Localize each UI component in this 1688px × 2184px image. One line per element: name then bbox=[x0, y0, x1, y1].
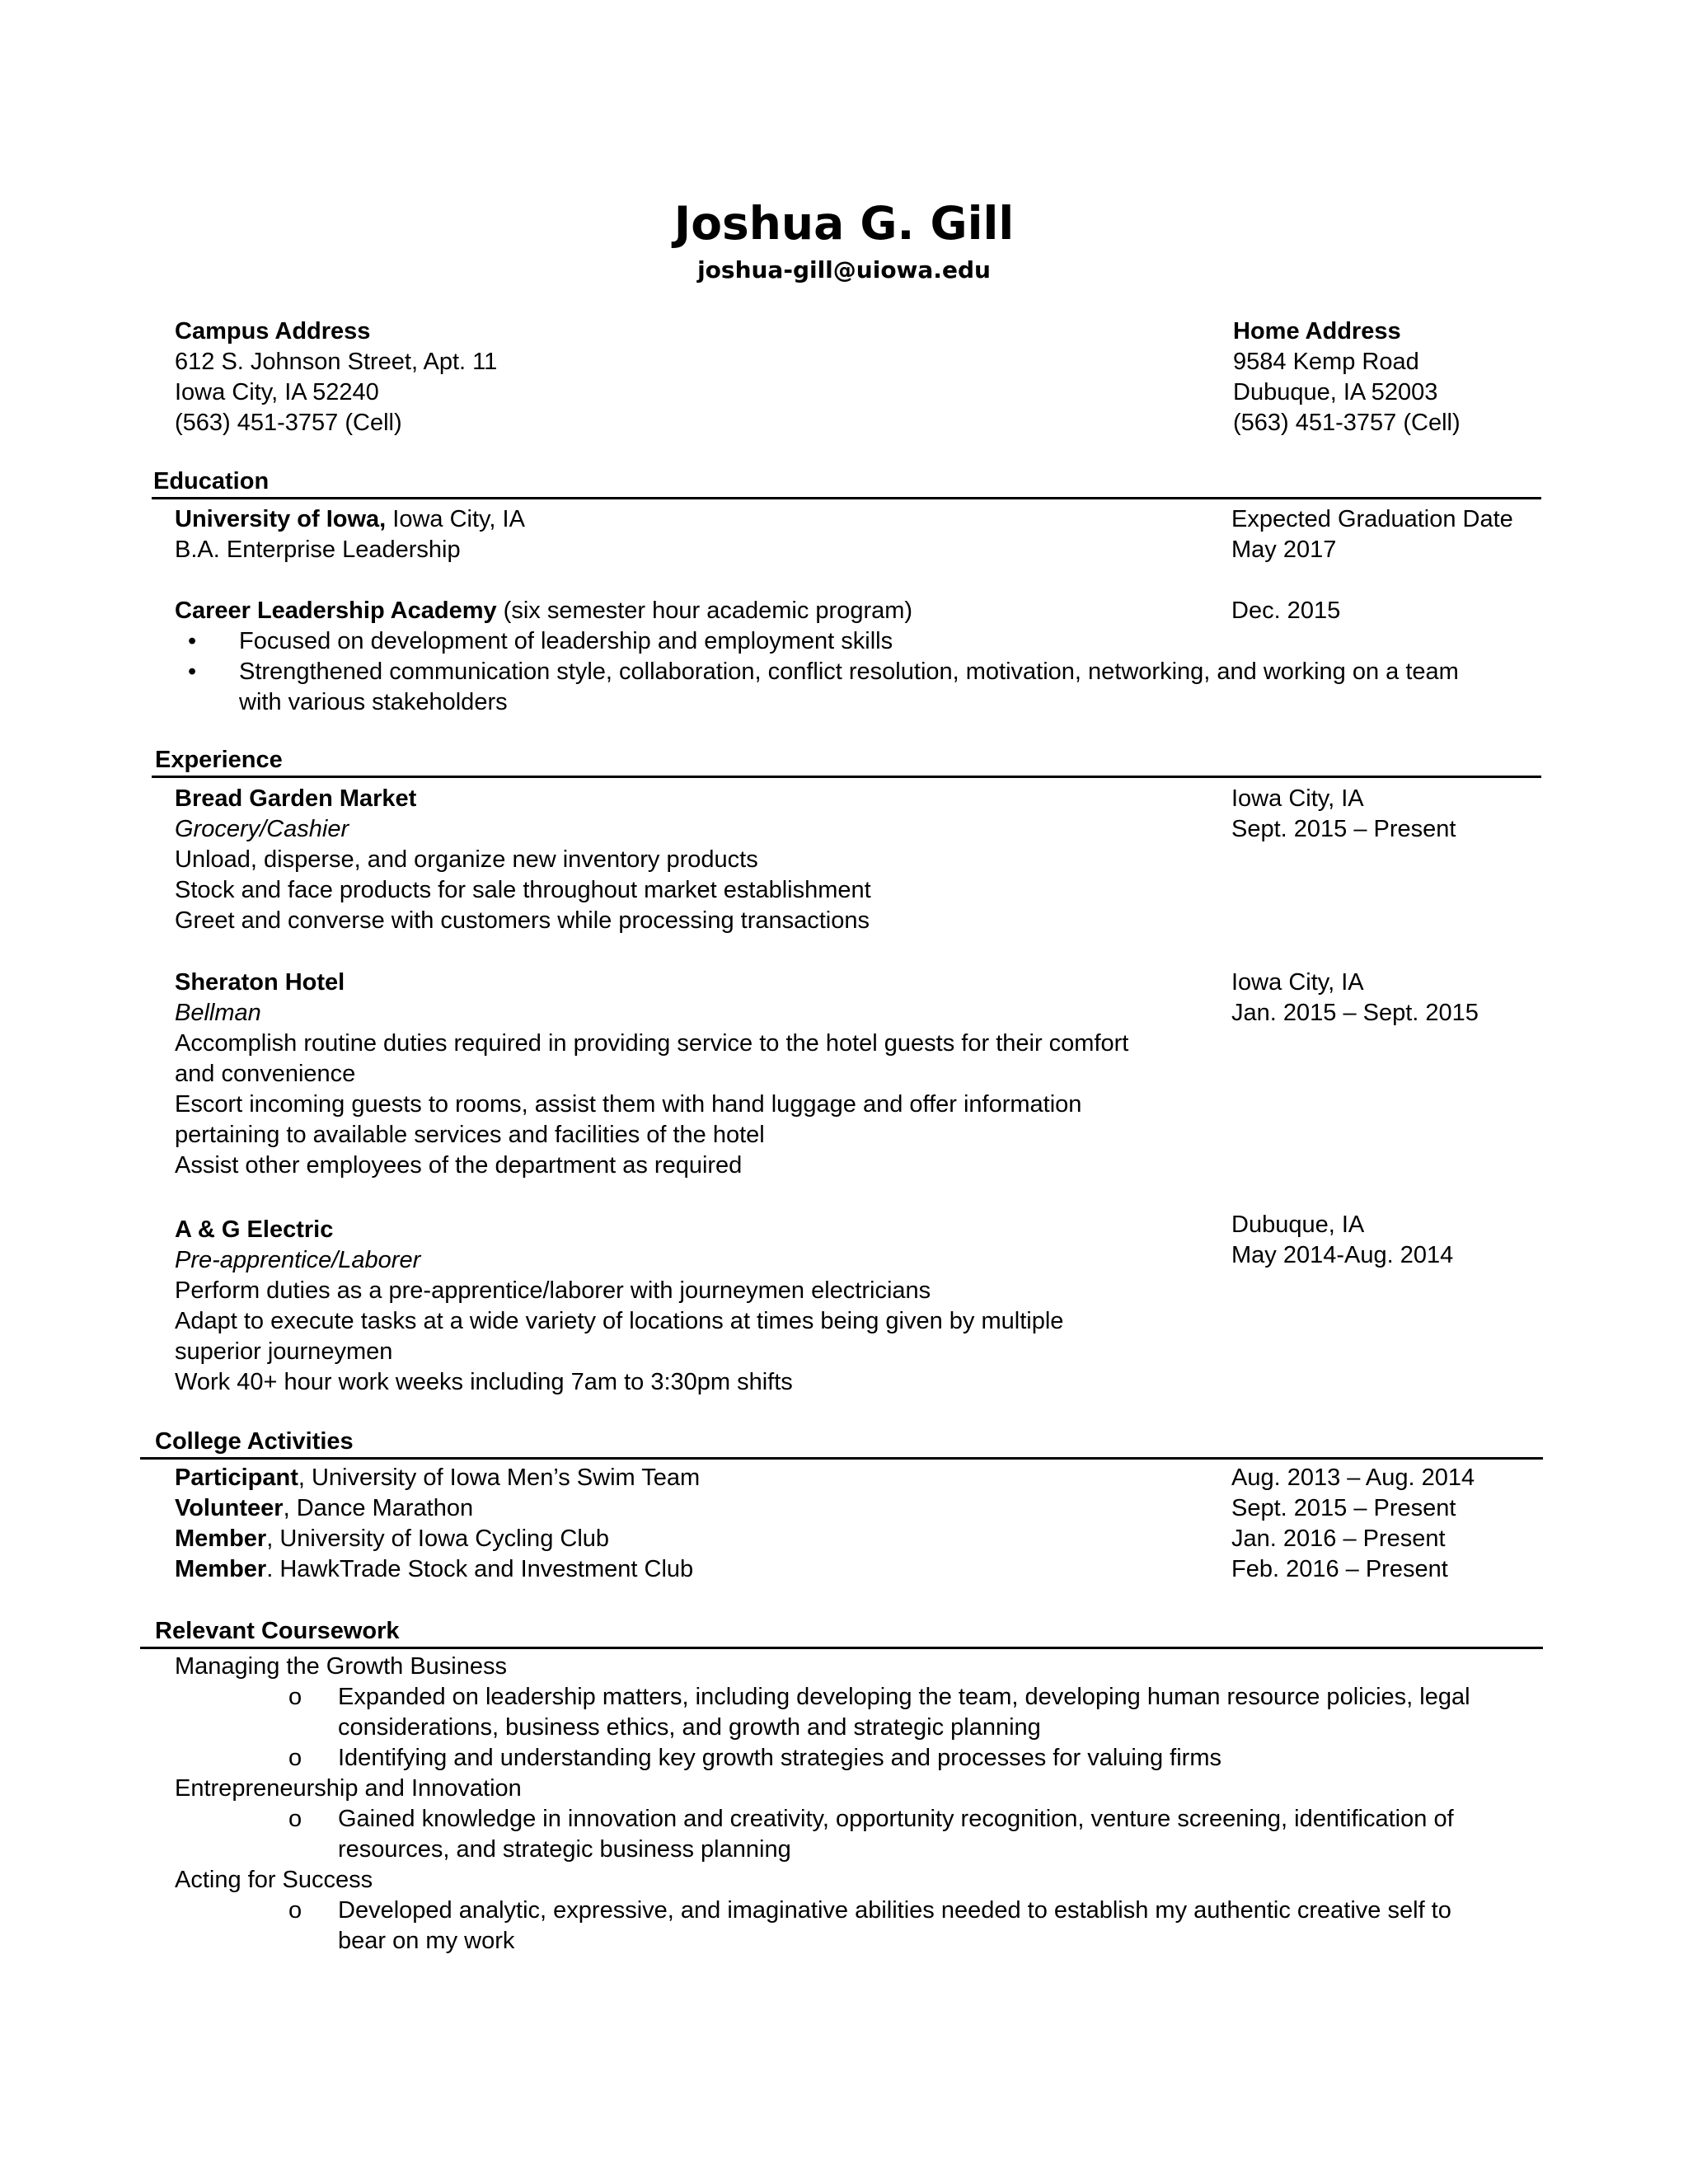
activity-dates: Sept. 2015 – Present bbox=[1231, 1495, 1456, 1521]
campus-address-label: Campus Address bbox=[175, 318, 371, 344]
education-bullet-2: Strengthened communication style, collaboration, conflict resolution, motivation, networking, and working on a team bbox=[239, 658, 1459, 685]
job-dates: Jan. 2015 – Sept. 2015 bbox=[1231, 1000, 1479, 1026]
job-role: Pre-apprentice/Laborer bbox=[175, 1247, 421, 1273]
home-address-street: 9584 Kemp Road bbox=[1233, 349, 1419, 375]
education-bullet-1: Focused on development of leadership and employment skills bbox=[239, 628, 893, 654]
job-location: Iowa City, IA bbox=[1231, 969, 1364, 996]
sub-bullet-marker: o bbox=[288, 1806, 302, 1832]
home-address-label: Home Address bbox=[1233, 318, 1401, 344]
activity-role: Member bbox=[175, 1526, 267, 1552]
campus-address-phone: (563) 451-3757 (Cell) bbox=[175, 410, 402, 436]
sub-bullet-marker: o bbox=[288, 1684, 302, 1710]
bullet-marker: • bbox=[188, 628, 197, 654]
section-title-experience: Experience bbox=[155, 747, 283, 773]
applicant-name: Joshua G. Gill bbox=[673, 197, 1015, 250]
education-school-location: Iowa City, IA bbox=[386, 506, 525, 532]
job-duty: Work 40+ hour work weeks including 7am to 3:30pm shifts bbox=[175, 1369, 793, 1395]
course-detail: Gained knowledge in innovation and creativity, opportunity recognition, venture screening, identification of bbox=[338, 1806, 1454, 1832]
education-academy bbox=[175, 596, 912, 626]
education-school bbox=[175, 504, 525, 535]
activity-role: Participant bbox=[175, 1465, 298, 1491]
course-detail: Developed analytic, expressive, and imaginative abilities needed to establish my authentic creative self to bbox=[338, 1897, 1451, 1924]
activity-dates: Jan. 2016 – Present bbox=[1231, 1526, 1446, 1552]
activity-item bbox=[175, 1554, 693, 1585]
education-academy-date: Dec. 2015 bbox=[1231, 598, 1341, 624]
course-detail: resources, and strategic business planning bbox=[338, 1836, 791, 1863]
activity-item bbox=[175, 1463, 700, 1493]
course-detail: Expanded on leadership matters, including developing the team, developing human resource policies, legal bbox=[338, 1684, 1470, 1710]
job-employer: Sheraton Hotel bbox=[175, 969, 345, 996]
job-employer: Bread Garden Market bbox=[175, 785, 417, 812]
course-name: Entrepreneurship and Innovation bbox=[175, 1775, 522, 1802]
activity-org: , University of Iowa Cycling Club bbox=[266, 1526, 610, 1552]
activity-org: , University of Iowa Men’s Swim Team bbox=[298, 1465, 701, 1491]
campus-address-street: 612 S. Johnson Street, Apt. 11 bbox=[175, 349, 498, 375]
section-rule-education bbox=[152, 497, 1541, 499]
education-degree: B.A. Enterprise Leadership bbox=[175, 537, 461, 563]
job-dates: May 2014-Aug. 2014 bbox=[1231, 1242, 1454, 1268]
section-rule-activities bbox=[140, 1457, 1543, 1460]
activity-role: Member bbox=[175, 1556, 267, 1582]
job-dates: Sept. 2015 – Present bbox=[1231, 816, 1456, 842]
job-duty: Accomplish routine duties required in providing service to the hotel guests for their comfort bbox=[175, 1030, 1129, 1057]
job-duty: superior journeymen bbox=[175, 1338, 393, 1365]
education-bullet-2-cont: with various stakeholders bbox=[239, 689, 508, 715]
section-title-coursework: Relevant Coursework bbox=[155, 1618, 400, 1644]
course-detail: considerations, business ethics, and growth and strategic planning bbox=[338, 1714, 1041, 1741]
job-duty: and convenience bbox=[175, 1061, 356, 1087]
activity-role: Volunteer bbox=[175, 1495, 284, 1521]
job-duty: pertaining to available services and facilities of the hotel bbox=[175, 1122, 765, 1148]
sub-bullet-marker: o bbox=[288, 1745, 302, 1771]
job-duty: Unload, disperse, and organize new inventory products bbox=[175, 846, 758, 873]
job-duty: Escort incoming guests to rooms, assist them with hand luggage and offer information bbox=[175, 1091, 1082, 1118]
education-grad-label: Expected Graduation Date bbox=[1231, 506, 1513, 532]
activity-item bbox=[175, 1524, 609, 1554]
job-duty: Assist other employees of the department as required bbox=[175, 1152, 743, 1179]
education-grad-date: May 2017 bbox=[1231, 537, 1337, 563]
job-role: Bellman bbox=[175, 1000, 261, 1026]
activity-dates: Aug. 2013 – Aug. 2014 bbox=[1231, 1465, 1475, 1491]
campus-address-block bbox=[175, 316, 497, 438]
activity-org: . HawkTrade Stock and Investment Club bbox=[266, 1556, 694, 1582]
job-employer: A & G Electric bbox=[175, 1216, 334, 1243]
job-duty: Perform duties as a pre-apprentice/laborer with journeymen electricians bbox=[175, 1277, 931, 1304]
sub-bullet-marker: o bbox=[288, 1897, 302, 1924]
course-detail: bear on my work bbox=[338, 1928, 515, 1954]
section-rule-coursework bbox=[140, 1647, 1543, 1649]
activity-dates: Feb. 2016 – Present bbox=[1231, 1556, 1448, 1582]
applicant-email: joshua-gill@uiowa.edu bbox=[697, 256, 991, 284]
home-address-phone: (563) 451-3757 (Cell) bbox=[1233, 410, 1461, 436]
home-address-block bbox=[1233, 316, 1461, 438]
section-title-education: Education bbox=[153, 468, 270, 494]
education-school-name: University of Iowa, bbox=[175, 506, 387, 532]
activity-item bbox=[175, 1493, 473, 1524]
bullet-marker: • bbox=[188, 658, 197, 685]
course-detail: Identifying and understanding key growth strategies and processes for valuing firms bbox=[338, 1745, 1221, 1771]
job-duty: Adapt to execute tasks at a wide variety of locations at times being given by multiple bbox=[175, 1308, 1064, 1334]
education-academy-name: Career Leadership Academy bbox=[175, 598, 497, 624]
course-name: Acting for Success bbox=[175, 1867, 373, 1893]
job-role: Grocery/Cashier bbox=[175, 816, 349, 842]
job-location: Iowa City, IA bbox=[1231, 785, 1364, 812]
job-duty: Greet and converse with customers while processing transactions bbox=[175, 907, 870, 934]
course-name: Managing the Growth Business bbox=[175, 1653, 507, 1680]
job-duty: Stock and face products for sale throughout market establishment bbox=[175, 877, 871, 903]
campus-address-city: Iowa City, IA 52240 bbox=[175, 379, 379, 405]
education-academy-desc: (six semester hour academic program) bbox=[496, 598, 913, 624]
section-rule-experience bbox=[152, 776, 1541, 778]
section-title-activities: College Activities bbox=[155, 1428, 354, 1455]
activity-org: , Dance Marathon bbox=[283, 1495, 474, 1521]
job-location: Dubuque, IA bbox=[1231, 1212, 1365, 1238]
home-address-city: Dubuque, IA 52003 bbox=[1233, 379, 1438, 405]
